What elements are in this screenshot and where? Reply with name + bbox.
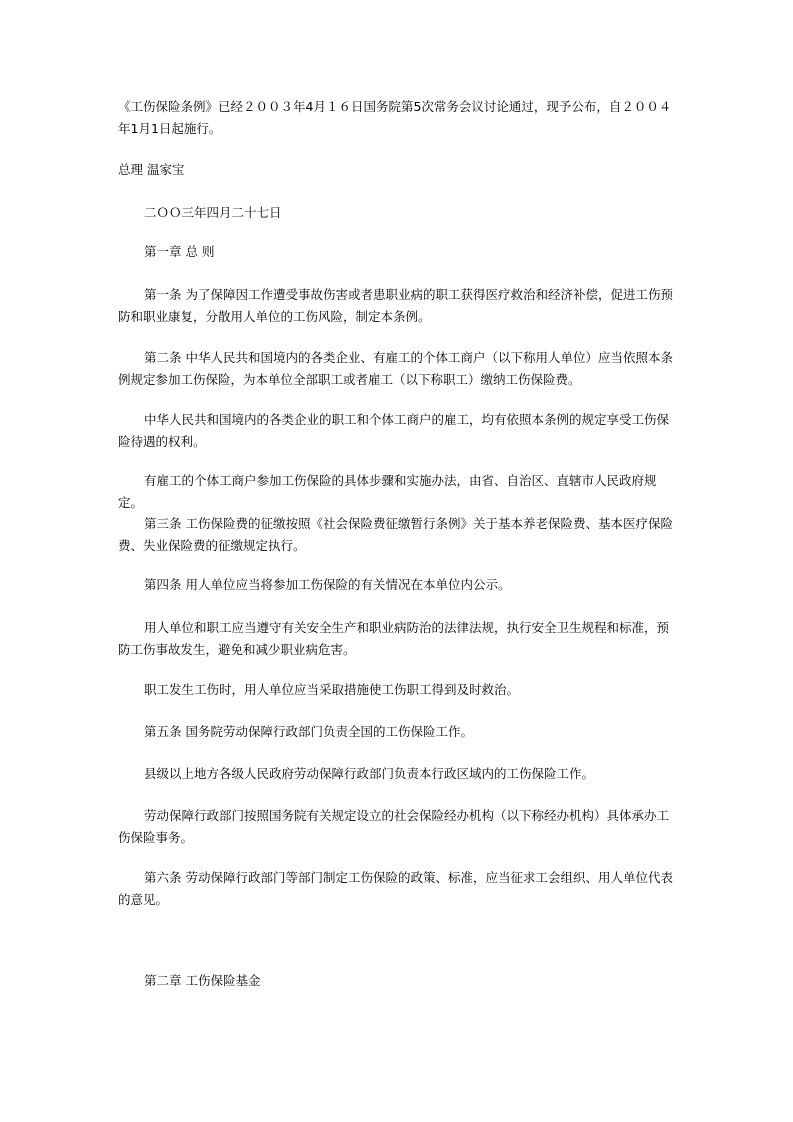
article-2-paragraph-3: 有雇工的个体工商户参加工伤保险的具体步骤和实施办法，由省、自治区、直辖市人民政府规定。 bbox=[118, 473, 657, 510]
article-3-paragraph: 第三条 工伤保险费的征缴按照《社会保险费征缴暂行条例》关于基本养老保险费、基本医疗保险费、失业保险费的征缴规定执行。 bbox=[118, 516, 673, 553]
article-5-paragraph-2: 县级以上地方各级人民政府劳动保障行政部门负责本行政区域内的工伤保险工作。 bbox=[144, 766, 595, 781]
article-2-paragraph-2: 中华人民共和国境内的各类企业的职工和个体工商户的雇工，均有依照本条例的规定享受工伤保险待遇的权利。 bbox=[118, 412, 670, 449]
article-4-paragraph-2: 用人单位和职工应当遵守有关安全生产和职业病防治的法律法规，执行安全卫生规程和标准，预防工伤事故发生，避免和减少职业病危害。 bbox=[118, 620, 670, 657]
date-line: 二ＯＯ三年四月二十七日 bbox=[144, 205, 282, 220]
article-6-paragraph: 第六条 劳动保障行政部门等部门制定工伤保险的政策、标准，应当征求工会组织、用人单位代表的意见。 bbox=[118, 870, 673, 907]
promulgation-paragraph: 《工伤保险条例》已经２００３年4月１６日国务院第5次常务会议讨论通过，现予公布，自２００４年1月1日起施行。 bbox=[118, 99, 672, 136]
chapter-2-title: 第二章 工伤保险基金 bbox=[144, 973, 261, 988]
chapter-1-title: 第一章 总 则 bbox=[144, 244, 215, 259]
article-4-paragraph-3: 职工发生工伤时，用人单位应当采取措施使工伤职工得到及时救治。 bbox=[144, 682, 520, 697]
article-5-paragraph: 第五条 国务院劳动保障行政部门负责全国的工伤保险工作。 bbox=[144, 724, 473, 739]
article-5-paragraph-3: 劳动保障行政部门按照国务院有关规定设立的社会保险经办机构（以下称经办机构）具体承办工伤保险事务。 bbox=[118, 808, 670, 845]
article-2-paragraph: 第二条 中华人民共和国境内的各类企业、有雇工的个体工商户（以下称用人单位）应当依照本条例规定参加工伤保险，为本单位全部职工或者雇工（以下称职工）缴纳工伤保险费。 bbox=[118, 350, 673, 387]
signature-line: 总理 温家宝 bbox=[118, 162, 185, 177]
article-1-paragraph: 第一条 为了保障因工作遭受事故伤害或者患职业病的职工获得医疗救治和经济补偿，促进工伤预防和职业康复，分散用人单位的工伤风险，制定本条例。 bbox=[118, 287, 673, 324]
article-4-paragraph: 第四条 用人单位应当将参加工伤保险的有关情况在本单位内公示。 bbox=[144, 577, 511, 592]
